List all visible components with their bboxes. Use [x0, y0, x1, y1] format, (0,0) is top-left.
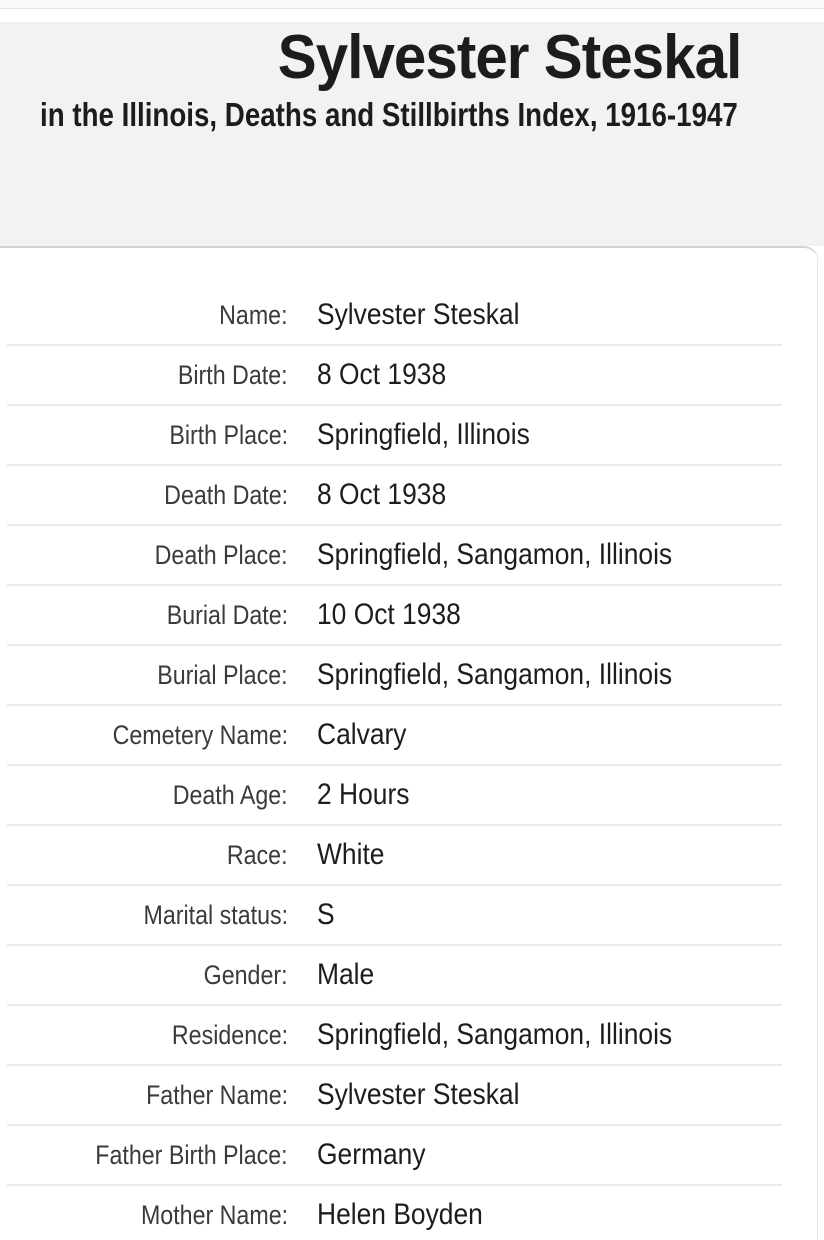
fact-row [0, 1126, 817, 1186]
fact-label-text: Gender: [204, 959, 288, 990]
fact-row [0, 646, 817, 706]
fact-line [0, 766, 817, 824]
fact-line [0, 346, 817, 404]
fact-label [0, 360, 288, 391]
fact-label-text: Burial Place: [157, 659, 288, 690]
fact-value [317, 958, 382, 992]
fact-value [317, 478, 464, 512]
fact-value [317, 1018, 721, 1052]
fact-line [0, 826, 817, 884]
top-strip [0, 0, 824, 9]
fact-value-text: Male [317, 958, 375, 991]
fact-line [0, 406, 817, 464]
fact-label [0, 300, 288, 331]
record-person-name [0, 22, 824, 93]
fact-row [0, 826, 817, 886]
fact-row [0, 406, 817, 466]
fact-value-text: 8 Oct 1938 [317, 358, 447, 391]
fact-label-text: Race: [227, 839, 288, 870]
fact-line [0, 586, 817, 644]
fact-value [317, 838, 394, 872]
fact-value-text: Springfield, Sangamon, Illinois [317, 658, 673, 691]
fact-line [0, 946, 817, 1004]
fact-line [0, 646, 817, 704]
fact-value [317, 538, 721, 572]
fact-value [317, 418, 559, 452]
fact-row [0, 886, 817, 946]
fact-line [0, 1186, 817, 1240]
fact-row [0, 586, 817, 646]
fact-value-text: 2 Hours [317, 778, 410, 811]
fact-value-text: White [317, 838, 385, 871]
fact-label-text: Death Date: [164, 479, 288, 510]
fact-label-text: Burial Date: [166, 599, 288, 630]
fact-label [0, 720, 288, 751]
fact-value-text: S [317, 898, 335, 931]
fact-line [0, 1066, 817, 1124]
fact-label [0, 1080, 288, 1111]
fact-label-text: Name: [219, 299, 288, 330]
fact-line [0, 286, 817, 344]
fact-row [0, 946, 817, 1006]
fact-label-text: Birth Date: [178, 359, 288, 390]
fact-value [317, 898, 337, 932]
fact-row [0, 466, 817, 526]
record-card [0, 246, 818, 1240]
fact-line [0, 466, 817, 524]
fact-label [0, 840, 288, 871]
fact-label [0, 780, 288, 811]
fact-value-text: Calvary [317, 718, 407, 751]
fact-label [0, 540, 288, 571]
fact-value-text: Sylvester Steskal [317, 1078, 520, 1111]
fact-row [0, 766, 817, 826]
fact-label [0, 1020, 288, 1051]
fact-line [0, 1006, 817, 1064]
fact-label-text: Mother Name: [140, 1199, 288, 1230]
record-person-name-text: Sylvester Steskal [278, 23, 742, 92]
record-header-inner [0, 22, 824, 136]
fact-row [0, 706, 817, 766]
collection-subtitle [0, 93, 824, 136]
fact-label-text: Father Name: [146, 1079, 288, 1110]
fact-label-text: Cemetery Name: [112, 719, 288, 750]
fact-value-text: Springfield, Sangamon, Illinois [317, 538, 673, 571]
fact-label [0, 480, 288, 511]
fact-line [0, 706, 817, 764]
fact-value [317, 658, 721, 692]
fact-label-text: Residence: [171, 1019, 288, 1050]
fact-label [0, 960, 288, 991]
fact-value-text: 10 Oct 1938 [317, 598, 461, 631]
fact-row [0, 1186, 817, 1240]
fact-line [0, 886, 817, 944]
fact-label [0, 660, 288, 691]
facts-table [0, 248, 817, 1240]
collection-subtitle-text: in the Illinois, Deaths and Stillbirths Index, 1916-1947 [40, 96, 738, 134]
fact-value [317, 298, 547, 332]
fact-value-text: Sylvester Steskal [317, 298, 520, 331]
fact-line [0, 526, 817, 584]
fact-row [0, 1006, 817, 1066]
fact-value [317, 1078, 547, 1112]
fact-label [0, 1200, 288, 1231]
fact-label-text: Death Age: [173, 779, 288, 810]
fact-label-text: Marital status: [143, 899, 288, 930]
fact-row [0, 286, 817, 346]
fact-label [0, 1140, 288, 1171]
fact-value [317, 718, 419, 752]
fact-label [0, 900, 288, 931]
fact-value [317, 778, 422, 812]
fact-value-text: 8 Oct 1938 [317, 478, 447, 511]
fact-row [0, 346, 817, 406]
fact-value [317, 598, 480, 632]
fact-value [317, 1138, 440, 1172]
fact-value [317, 1198, 505, 1232]
fact-label [0, 420, 288, 451]
fact-value-text: Springfield, Sangamon, Illinois [317, 1018, 673, 1051]
fact-line [0, 1126, 817, 1184]
fact-row [0, 1066, 817, 1126]
fact-value-text: Springfield, Illinois [317, 418, 530, 451]
fact-value-text: Helen Boyden [317, 1198, 483, 1231]
fact-row [0, 526, 817, 586]
fact-value-text: Germany [317, 1138, 426, 1171]
fact-label-text: Father Birth Place: [95, 1139, 288, 1170]
fact-label-text: Birth Place: [169, 419, 288, 450]
fact-label [0, 600, 288, 631]
fact-value [317, 358, 464, 392]
record-header [0, 22, 824, 246]
fact-label-text: Death Place: [155, 539, 288, 570]
